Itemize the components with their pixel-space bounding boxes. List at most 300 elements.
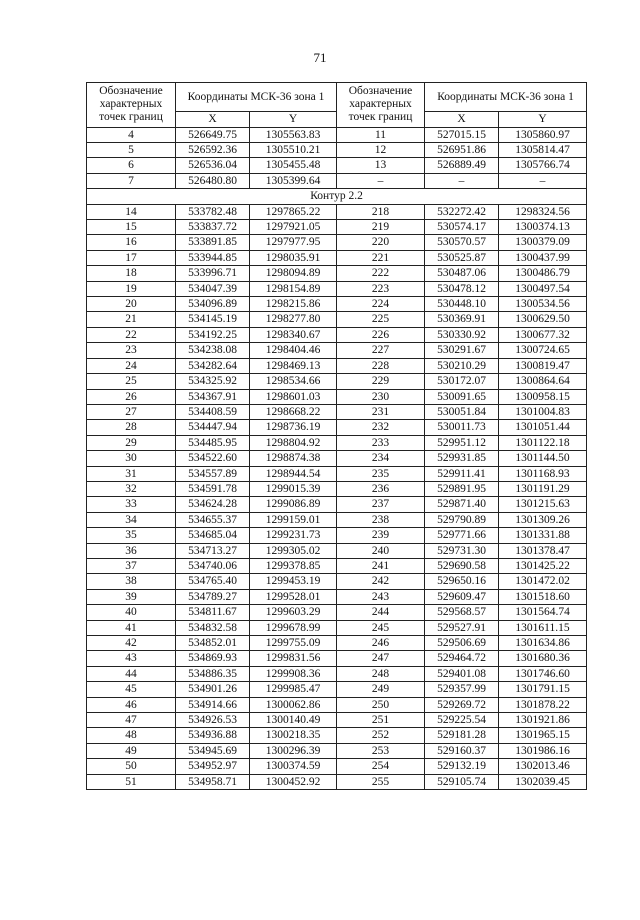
contour-label: Контур 2.2 <box>87 189 587 204</box>
cell-point-right: 222 <box>337 266 425 281</box>
cell-y-left: 1300296.39 <box>250 743 337 758</box>
table-row <box>87 759 587 774</box>
cell-x-right: 532272.42 <box>425 204 499 219</box>
cell-x-left: 534408.59 <box>176 404 250 419</box>
cell-point-left: 46 <box>87 697 176 712</box>
cell-y-right: 1301921.86 <box>499 713 587 728</box>
cell-y-left: 1298534.66 <box>250 374 337 389</box>
cell-x-left: 534886.35 <box>176 666 250 681</box>
cell-point-right: 239 <box>337 528 425 543</box>
cell-y-left: 1298601.03 <box>250 389 337 404</box>
cell-x-left: 533837.72 <box>176 220 250 235</box>
cell-x-right: 530091.65 <box>425 389 499 404</box>
cell-point-left: 39 <box>87 589 176 604</box>
cell-point-right: 229 <box>337 374 425 389</box>
table-row <box>87 297 587 312</box>
cell-x-right: 529931.85 <box>425 451 499 466</box>
cell-point-left: 6 <box>87 158 176 173</box>
cell-point-right: 13 <box>337 158 425 173</box>
table-row <box>87 713 587 728</box>
cell-x-left: 534557.89 <box>176 466 250 481</box>
table-row <box>87 435 587 450</box>
cell-y-left: 1305399.64 <box>250 173 337 188</box>
cell-point-right: 235 <box>337 466 425 481</box>
table-row <box>87 451 587 466</box>
cell-point-left: 43 <box>87 651 176 666</box>
table-row <box>87 589 587 604</box>
cell-y-right: 1301986.16 <box>499 743 587 758</box>
cell-x-left: 534869.93 <box>176 651 250 666</box>
cell-point-left: 16 <box>87 235 176 250</box>
table-body-top <box>87 127 587 189</box>
table-header <box>87 83 587 128</box>
cell-y-right: 1301191.29 <box>499 481 587 496</box>
cell-point-left: 42 <box>87 636 176 651</box>
cell-point-left: 5 <box>87 143 176 158</box>
table-row <box>87 358 587 373</box>
cell-x-left: 534936.88 <box>176 728 250 743</box>
cell-y-left: 1299755.09 <box>250 636 337 651</box>
cell-point-left: 41 <box>87 620 176 635</box>
cell-y-right: 1300534.56 <box>499 297 587 312</box>
cell-point-left: 20 <box>87 297 176 312</box>
table-row <box>87 266 587 281</box>
cell-y-right: 1301518.60 <box>499 589 587 604</box>
cell-y-right: 1298324.56 <box>499 204 587 219</box>
table-row <box>87 651 587 666</box>
page-number: 71 <box>313 50 327 65</box>
cell-x-right: – <box>425 173 499 188</box>
cell-point-left: 45 <box>87 682 176 697</box>
cell-point-left: 48 <box>87 728 176 743</box>
cell-x-left: 534832.58 <box>176 620 250 635</box>
table-row <box>87 420 587 435</box>
table-row <box>87 774 587 789</box>
header-y-left: Y <box>250 112 337 127</box>
cell-point-right: 238 <box>337 512 425 527</box>
cell-y-left: 1299231.73 <box>250 528 337 543</box>
cell-point-right: 254 <box>337 759 425 774</box>
cell-x-left: 534685.04 <box>176 528 250 543</box>
cell-x-left: 534740.06 <box>176 558 250 573</box>
cell-x-right: 527015.15 <box>425 127 499 142</box>
cell-y-right: 1301309.26 <box>499 512 587 527</box>
cell-x-right: 529650.16 <box>425 574 499 589</box>
cell-x-left: 534655.37 <box>176 512 250 527</box>
cell-y-left: 1298035.91 <box>250 250 337 265</box>
coordinates-table <box>86 82 587 790</box>
cell-x-left: 534282.64 <box>176 358 250 373</box>
cell-point-right: 246 <box>337 636 425 651</box>
cell-y-right: 1301168.93 <box>499 466 587 481</box>
cell-y-right: 1301472.02 <box>499 574 587 589</box>
cell-x-left: 534367.91 <box>176 389 250 404</box>
table-row <box>87 220 587 235</box>
cell-point-right: 252 <box>337 728 425 743</box>
cell-x-right: 530574.17 <box>425 220 499 235</box>
table-row <box>87 620 587 635</box>
cell-x-right: 530448.10 <box>425 297 499 312</box>
header-coords-left: Координаты МСК-36 зона 1 <box>176 83 337 112</box>
cell-y-right: 1305766.74 <box>499 158 587 173</box>
cell-x-left: 534192.25 <box>176 327 250 342</box>
cell-point-left: 27 <box>87 404 176 419</box>
cell-x-left: 533891.85 <box>176 235 250 250</box>
cell-y-right: 1305860.97 <box>499 127 587 142</box>
cell-y-right: 1300629.50 <box>499 312 587 327</box>
cell-x-right: 529401.08 <box>425 666 499 681</box>
cell-y-right: 1300497.54 <box>499 281 587 296</box>
cell-y-left: 1300140.49 <box>250 713 337 728</box>
cell-y-right: 1300374.13 <box>499 220 587 235</box>
table-row <box>87 697 587 712</box>
cell-point-right: 251 <box>337 713 425 728</box>
cell-x-right: 529357.99 <box>425 682 499 697</box>
cell-y-right: 1300819.47 <box>499 358 587 373</box>
cell-x-left: 534047.39 <box>176 281 250 296</box>
cell-point-right: 241 <box>337 558 425 573</box>
cell-point-right: 220 <box>337 235 425 250</box>
cell-x-right: 529911.41 <box>425 466 499 481</box>
cell-point-right: 255 <box>337 774 425 789</box>
cell-point-right: 243 <box>337 589 425 604</box>
cell-x-right: 529568.57 <box>425 605 499 620</box>
table-row <box>87 143 587 158</box>
cell-point-left: 35 <box>87 528 176 543</box>
cell-x-right: 530369.91 <box>425 312 499 327</box>
table-row <box>87 574 587 589</box>
cell-x-left: 526536.04 <box>176 158 250 173</box>
cell-x-left: 534811.67 <box>176 605 250 620</box>
cell-y-left: 1305510.21 <box>250 143 337 158</box>
cell-point-right: 225 <box>337 312 425 327</box>
cell-point-left: 44 <box>87 666 176 681</box>
cell-y-left: 1299305.02 <box>250 543 337 558</box>
table-row <box>87 528 587 543</box>
cell-y-left: 1298668.22 <box>250 404 337 419</box>
cell-point-left: 38 <box>87 574 176 589</box>
table-row <box>87 558 587 573</box>
cell-y-right: 1301746.60 <box>499 666 587 681</box>
cell-y-right: 1305814.47 <box>499 143 587 158</box>
cell-point-right: 218 <box>337 204 425 219</box>
cell-x-right: 529160.37 <box>425 743 499 758</box>
cell-y-right: 1301122.18 <box>499 435 587 450</box>
cell-y-right: 1301878.22 <box>499 697 587 712</box>
cell-point-left: 37 <box>87 558 176 573</box>
cell-point-right: 232 <box>337 420 425 435</box>
cell-x-left: 534789.27 <box>176 589 250 604</box>
cell-y-right: 1301051.44 <box>499 420 587 435</box>
cell-point-left: 24 <box>87 358 176 373</box>
cell-x-left: 533996.71 <box>176 266 250 281</box>
cell-x-left: 534765.40 <box>176 574 250 589</box>
cell-point-left: 31 <box>87 466 176 481</box>
cell-x-right: 530051.84 <box>425 404 499 419</box>
cell-y-right: 1302039.45 <box>499 774 587 789</box>
cell-y-right: 1300677.32 <box>499 327 587 342</box>
header-designation-right: Обозначение характерных точек границ <box>337 83 425 128</box>
cell-x-right: 529609.47 <box>425 589 499 604</box>
table-body-bottom <box>87 204 587 789</box>
cell-x-right: 526951.86 <box>425 143 499 158</box>
cell-point-right: 231 <box>337 404 425 419</box>
cell-y-left: 1299678.99 <box>250 620 337 635</box>
cell-y-right: 1301215.63 <box>499 497 587 512</box>
cell-y-left: 1305563.83 <box>250 127 337 142</box>
cell-point-right: – <box>337 173 425 188</box>
cell-x-right: 530210.29 <box>425 358 499 373</box>
table-row <box>87 728 587 743</box>
table-row <box>87 389 587 404</box>
cell-x-right: 530487.06 <box>425 266 499 281</box>
cell-point-left: 23 <box>87 343 176 358</box>
table-row <box>87 497 587 512</box>
cell-point-left: 17 <box>87 250 176 265</box>
cell-x-right: 530330.92 <box>425 327 499 342</box>
table-row <box>87 127 587 142</box>
cell-point-right: 11 <box>337 127 425 142</box>
cell-y-right: 1300486.79 <box>499 266 587 281</box>
cell-y-left: 1298469.13 <box>250 358 337 373</box>
cell-x-left: 534522.60 <box>176 451 250 466</box>
cell-point-left: 19 <box>87 281 176 296</box>
cell-y-left: 1298404.46 <box>250 343 337 358</box>
cell-point-left: 29 <box>87 435 176 450</box>
cell-point-right: 226 <box>337 327 425 342</box>
cell-y-right: 1301004.83 <box>499 404 587 419</box>
contour-row <box>87 189 587 204</box>
cell-point-right: 221 <box>337 250 425 265</box>
cell-y-right: 1300724.65 <box>499 343 587 358</box>
cell-point-left: 36 <box>87 543 176 558</box>
header-x-left: X <box>176 112 250 127</box>
table-row <box>87 374 587 389</box>
header-coords-right: Координаты МСК-36 зона 1 <box>425 83 587 112</box>
table-row <box>87 327 587 342</box>
cell-y-right: 1302013.46 <box>499 759 587 774</box>
cell-point-left: 47 <box>87 713 176 728</box>
cell-x-right: 530478.12 <box>425 281 499 296</box>
cell-point-left: 7 <box>87 173 176 188</box>
cell-x-right: 530172.07 <box>425 374 499 389</box>
cell-point-right: 224 <box>337 297 425 312</box>
cell-x-right: 529731.30 <box>425 543 499 558</box>
cell-x-right: 529527.91 <box>425 620 499 635</box>
cell-point-right: 250 <box>337 697 425 712</box>
cell-x-left: 534096.89 <box>176 297 250 312</box>
cell-x-right: 530011.73 <box>425 420 499 435</box>
cell-x-left: 534914.66 <box>176 697 250 712</box>
cell-y-right: 1301634.86 <box>499 636 587 651</box>
table-row <box>87 404 587 419</box>
cell-y-left: 1298874.38 <box>250 451 337 466</box>
cell-point-right: 247 <box>337 651 425 666</box>
cell-x-left: 526592.36 <box>176 143 250 158</box>
cell-x-right: 529105.74 <box>425 774 499 789</box>
cell-y-left: 1299015.39 <box>250 481 337 496</box>
cell-point-left: 22 <box>87 327 176 342</box>
cell-x-right: 529690.58 <box>425 558 499 573</box>
cell-x-right: 529132.19 <box>425 759 499 774</box>
cell-point-left: 28 <box>87 420 176 435</box>
cell-x-right: 526889.49 <box>425 158 499 173</box>
cell-point-left: 14 <box>87 204 176 219</box>
table-row <box>87 173 587 188</box>
cell-point-left: 25 <box>87 374 176 389</box>
cell-point-left: 21 <box>87 312 176 327</box>
cell-point-right: 219 <box>337 220 425 235</box>
cell-y-left: 1299831.56 <box>250 651 337 666</box>
cell-y-right: 1301378.47 <box>499 543 587 558</box>
cell-y-left: 1305455.48 <box>250 158 337 173</box>
cell-y-left: 1298736.19 <box>250 420 337 435</box>
cell-point-left: 32 <box>87 481 176 496</box>
table-row <box>87 682 587 697</box>
cell-x-left: 534591.78 <box>176 481 250 496</box>
cell-x-right: 529269.72 <box>425 697 499 712</box>
cell-point-right: 242 <box>337 574 425 589</box>
cell-point-right: 223 <box>337 281 425 296</box>
cell-point-right: 244 <box>337 605 425 620</box>
cell-point-right: 245 <box>337 620 425 635</box>
cell-y-left: 1298277.80 <box>250 312 337 327</box>
cell-point-left: 50 <box>87 759 176 774</box>
cell-point-right: 253 <box>337 743 425 758</box>
cell-point-left: 18 <box>87 266 176 281</box>
cell-y-left: 1297921.05 <box>250 220 337 235</box>
table-row <box>87 158 587 173</box>
table-row <box>87 235 587 250</box>
cell-x-left: 534325.92 <box>176 374 250 389</box>
cell-point-left: 40 <box>87 605 176 620</box>
cell-y-left: 1298215.86 <box>250 297 337 312</box>
cell-point-left: 15 <box>87 220 176 235</box>
cell-point-right: 248 <box>337 666 425 681</box>
table-row <box>87 636 587 651</box>
table-row <box>87 250 587 265</box>
cell-y-right: 1300437.99 <box>499 250 587 265</box>
table-row <box>87 481 587 496</box>
cell-y-left: 1298340.67 <box>250 327 337 342</box>
cell-x-right: 530291.67 <box>425 343 499 358</box>
cell-x-left: 533944.85 <box>176 250 250 265</box>
cell-x-right: 529951.12 <box>425 435 499 450</box>
cell-point-right: 237 <box>337 497 425 512</box>
table-row <box>87 743 587 758</box>
cell-x-left: 534238.08 <box>176 343 250 358</box>
cell-x-right: 529464.72 <box>425 651 499 666</box>
cell-y-left: 1300452.92 <box>250 774 337 789</box>
cell-point-left: 26 <box>87 389 176 404</box>
cell-y-right: 1300958.15 <box>499 389 587 404</box>
cell-y-left: 1299603.29 <box>250 605 337 620</box>
cell-x-left: 534624.28 <box>176 497 250 512</box>
cell-point-right: 230 <box>337 389 425 404</box>
cell-y-left: 1299908.36 <box>250 666 337 681</box>
table-row <box>87 466 587 481</box>
cell-y-left: 1297977.95 <box>250 235 337 250</box>
table-row <box>87 666 587 681</box>
cell-point-left: 34 <box>87 512 176 527</box>
cell-y-left: 1299086.89 <box>250 497 337 512</box>
cell-point-right: 249 <box>337 682 425 697</box>
cell-x-left: 534447.94 <box>176 420 250 435</box>
cell-x-left: 533782.48 <box>176 204 250 219</box>
cell-x-left: 534945.69 <box>176 743 250 758</box>
cell-y-left: 1299985.47 <box>250 682 337 697</box>
table-row <box>87 512 587 527</box>
cell-y-left: 1298154.89 <box>250 281 337 296</box>
cell-x-right: 529506.69 <box>425 636 499 651</box>
cell-point-right: 240 <box>337 543 425 558</box>
cell-x-left: 526480.80 <box>176 173 250 188</box>
cell-y-left: 1299378.85 <box>250 558 337 573</box>
cell-x-left: 534485.95 <box>176 435 250 450</box>
table-row <box>87 605 587 620</box>
cell-x-right: 529225.54 <box>425 713 499 728</box>
cell-y-right: 1300379.09 <box>499 235 587 250</box>
cell-y-left: 1300062.86 <box>250 697 337 712</box>
header-x-right: X <box>425 112 499 127</box>
cell-y-left: 1300218.35 <box>250 728 337 743</box>
cell-point-right: 228 <box>337 358 425 373</box>
cell-x-left: 534952.97 <box>176 759 250 774</box>
table-row <box>87 343 587 358</box>
table-row <box>87 281 587 296</box>
cell-point-left: 51 <box>87 774 176 789</box>
table-row <box>87 204 587 219</box>
cell-x-left: 534852.01 <box>176 636 250 651</box>
cell-x-right: 529871.40 <box>425 497 499 512</box>
cell-x-right: 529771.66 <box>425 528 499 543</box>
cell-x-right: 530570.57 <box>425 235 499 250</box>
cell-point-left: 49 <box>87 743 176 758</box>
header-y-right: Y <box>499 112 587 127</box>
cell-x-left: 534145.19 <box>176 312 250 327</box>
cell-y-left: 1298804.92 <box>250 435 337 450</box>
cell-x-left: 534713.27 <box>176 543 250 558</box>
cell-x-left: 534926.53 <box>176 713 250 728</box>
cell-y-right: 1301425.22 <box>499 558 587 573</box>
cell-point-right: 233 <box>337 435 425 450</box>
cell-y-right: 1301791.15 <box>499 682 587 697</box>
cell-y-right: 1301331.88 <box>499 528 587 543</box>
cell-y-right: 1301965.15 <box>499 728 587 743</box>
cell-point-left: 33 <box>87 497 176 512</box>
cell-y-right: – <box>499 173 587 188</box>
cell-y-right: 1301144.50 <box>499 451 587 466</box>
cell-point-right: 234 <box>337 451 425 466</box>
cell-y-left: 1299528.01 <box>250 589 337 604</box>
table-row <box>87 543 587 558</box>
cell-y-right: 1300864.64 <box>499 374 587 389</box>
cell-x-left: 526649.75 <box>176 127 250 142</box>
cell-y-left: 1298094.89 <box>250 266 337 281</box>
cell-y-right: 1301564.74 <box>499 605 587 620</box>
cell-y-left: 1299453.19 <box>250 574 337 589</box>
cell-point-left: 4 <box>87 127 176 142</box>
cell-y-left: 1300374.59 <box>250 759 337 774</box>
cell-y-left: 1298944.54 <box>250 466 337 481</box>
cell-x-right: 530525.87 <box>425 250 499 265</box>
table-body-contour <box>87 189 587 204</box>
cell-x-right: 529891.95 <box>425 481 499 496</box>
table-row <box>87 312 587 327</box>
cell-point-left: 30 <box>87 451 176 466</box>
cell-y-right: 1301680.36 <box>499 651 587 666</box>
header-row <box>87 83 587 112</box>
